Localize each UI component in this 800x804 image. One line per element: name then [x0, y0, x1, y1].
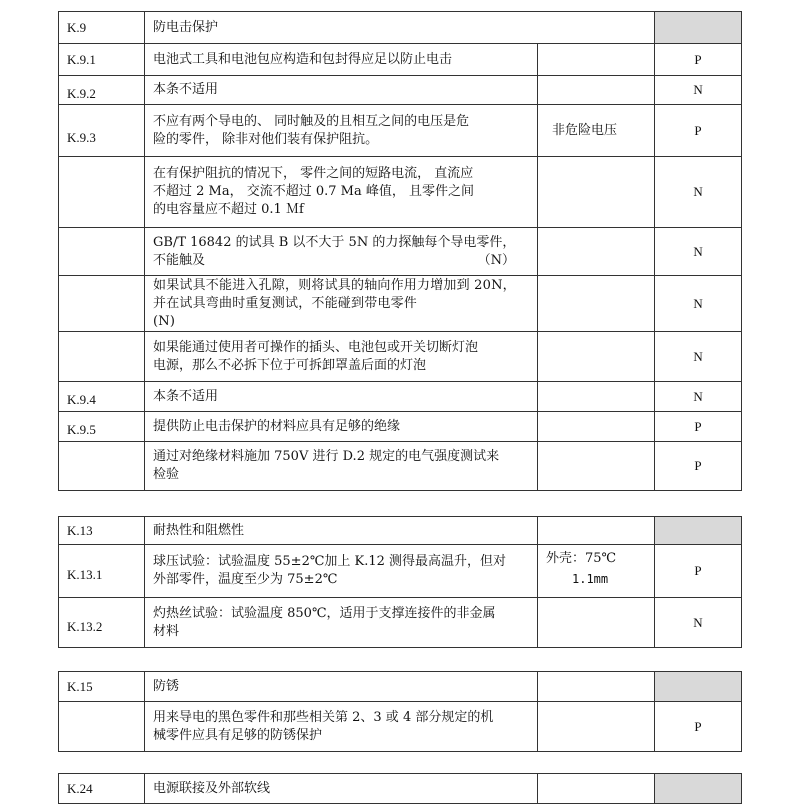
verdict: P [655, 702, 742, 752]
result-text [538, 276, 655, 332]
clause-number [59, 157, 145, 228]
clause-number: K.13 [59, 517, 145, 545]
requirement-text: 如果能通过使用者可操作的插头、电池包或开关切断灯泡 电源，那么不必拆下位于可拆卸罩盖后面的灯泡 [145, 332, 538, 382]
verdict: N [655, 276, 742, 332]
result-text [538, 412, 655, 442]
section-k15-table [58, 671, 742, 752]
requirement-text: 提供防止电击保护的材料应具有足够的绝缘 [145, 412, 538, 442]
clause-number: K.9.4 [59, 382, 145, 412]
result-cell [538, 545, 655, 598]
section-header-row [59, 12, 742, 44]
requirement-text: 电池式工具和电池包应构造和包封得应足以防止电击 [145, 44, 538, 76]
clause-number: K.9.2 [59, 76, 145, 105]
section-k9-table [58, 11, 742, 491]
table-row [59, 228, 742, 276]
verdict-header-cell [655, 774, 742, 804]
table-row [59, 702, 742, 752]
result-header-cell [538, 517, 655, 545]
table-row [59, 412, 742, 442]
clause-number: K.15 [59, 672, 145, 702]
verdict: P [655, 545, 742, 598]
section-header-row [59, 672, 742, 702]
clause-number: K.9.1 [59, 44, 145, 76]
requirement-note: （N） [477, 252, 515, 268]
requirement-text: GB/T 16842 的试具 B 以不大于 5N 的力探触每个导电零件， 不能触及 [153, 234, 516, 268]
verdict: N [655, 76, 742, 105]
clause-number: K.9 [59, 12, 145, 44]
clause-number [59, 442, 145, 491]
result-text [538, 702, 655, 752]
clause-number: K.13.1 [59, 545, 145, 598]
requirement-text: 本条不适用 [145, 382, 538, 412]
table-row [59, 332, 742, 382]
requirement-text: 球压试验：试验温度 55±2℃加上 K.12 测得最高温升，但对 外部零件，温度至少为 75±2℃ [145, 545, 538, 598]
verdict: N [655, 157, 742, 228]
table-row [59, 598, 742, 648]
clause-number: K.9.5 [59, 412, 145, 442]
result-text: 1.1mm [572, 572, 609, 586]
result-text [538, 44, 655, 76]
verdict: P [655, 412, 742, 442]
verdict: N [655, 382, 742, 412]
clause-number [59, 702, 145, 752]
requirement-cell [145, 228, 538, 276]
table-row [59, 442, 742, 491]
result-header-cell [538, 774, 655, 804]
result-text: 非危险电压 [538, 105, 655, 157]
requirement-text: 通过对绝缘材料施加 750V 进行 D.2 规定的电气强度测试来 检验 [145, 442, 538, 491]
result-text [538, 332, 655, 382]
verdict: P [655, 105, 742, 157]
result-text [538, 598, 655, 648]
requirement-text: 本条不适用 [145, 76, 538, 105]
section-k24-table [58, 773, 742, 804]
clause-number [59, 332, 145, 382]
verdict: N [655, 332, 742, 382]
requirement-text: 不应有两个导电的、 同时触及的且相互之间的电压是危 险的零件， 除非对他们装有保护阻抗。 [145, 105, 538, 157]
verdict-header-cell [655, 12, 742, 44]
result-text [538, 382, 655, 412]
table-row [59, 44, 742, 76]
section-title: 耐热性和阻燃性 [145, 517, 538, 545]
section-k13-table [58, 516, 742, 648]
verdict: N [655, 598, 742, 648]
result-text: 外壳：75℃ [546, 551, 617, 566]
section-title: 防锈 [145, 672, 538, 702]
table-row [59, 157, 742, 228]
result-text [538, 76, 655, 105]
clause-number: K.9.3 [59, 105, 145, 157]
verdict-header-cell [655, 517, 742, 545]
table-row [59, 276, 742, 332]
verdict: N [655, 228, 742, 276]
requirement-text: 灼热丝试验：试验温度 850℃，适用于支撑连接件的非金属 材料 [145, 598, 538, 648]
clause-number [59, 276, 145, 332]
table-row [59, 545, 742, 598]
section-title: 电源联接及外部软线 [145, 774, 538, 804]
section-header-row [59, 774, 742, 804]
result-header-cell [538, 672, 655, 702]
clause-number: K.13.2 [59, 598, 145, 648]
requirement-text: 如果试具不能进入孔隙，则将试具的轴向作用力增加到 20N， 并在试具弯曲时重复测试，不能碰到带电零件 (N) [145, 276, 538, 332]
result-text [538, 442, 655, 491]
table-row [59, 105, 742, 157]
section-header-row [59, 517, 742, 545]
table-row [59, 382, 742, 412]
requirement-text: 在有保护阻抗的情况下， 零件之间的短路电流， 直流应 不超过 2 Ma， 交流不超过 0.7 Ma 峰值， 且零件之间 的电容量应不超过 0.1 Ｍf [145, 157, 538, 228]
verdict: P [655, 44, 742, 76]
result-text [538, 157, 655, 228]
result-text [538, 228, 655, 276]
clause-number [59, 228, 145, 276]
section-title: 防电击保护 [145, 12, 655, 44]
verdict: P [655, 442, 742, 491]
clause-number: K.24 [59, 774, 145, 804]
requirement-text: 用来导电的黑色零件和那些相关第 2、3 或 4 部分规定的机 械零件应具有足够的防锈保护 [145, 702, 538, 752]
verdict-header-cell [655, 672, 742, 702]
table-row [59, 76, 742, 105]
